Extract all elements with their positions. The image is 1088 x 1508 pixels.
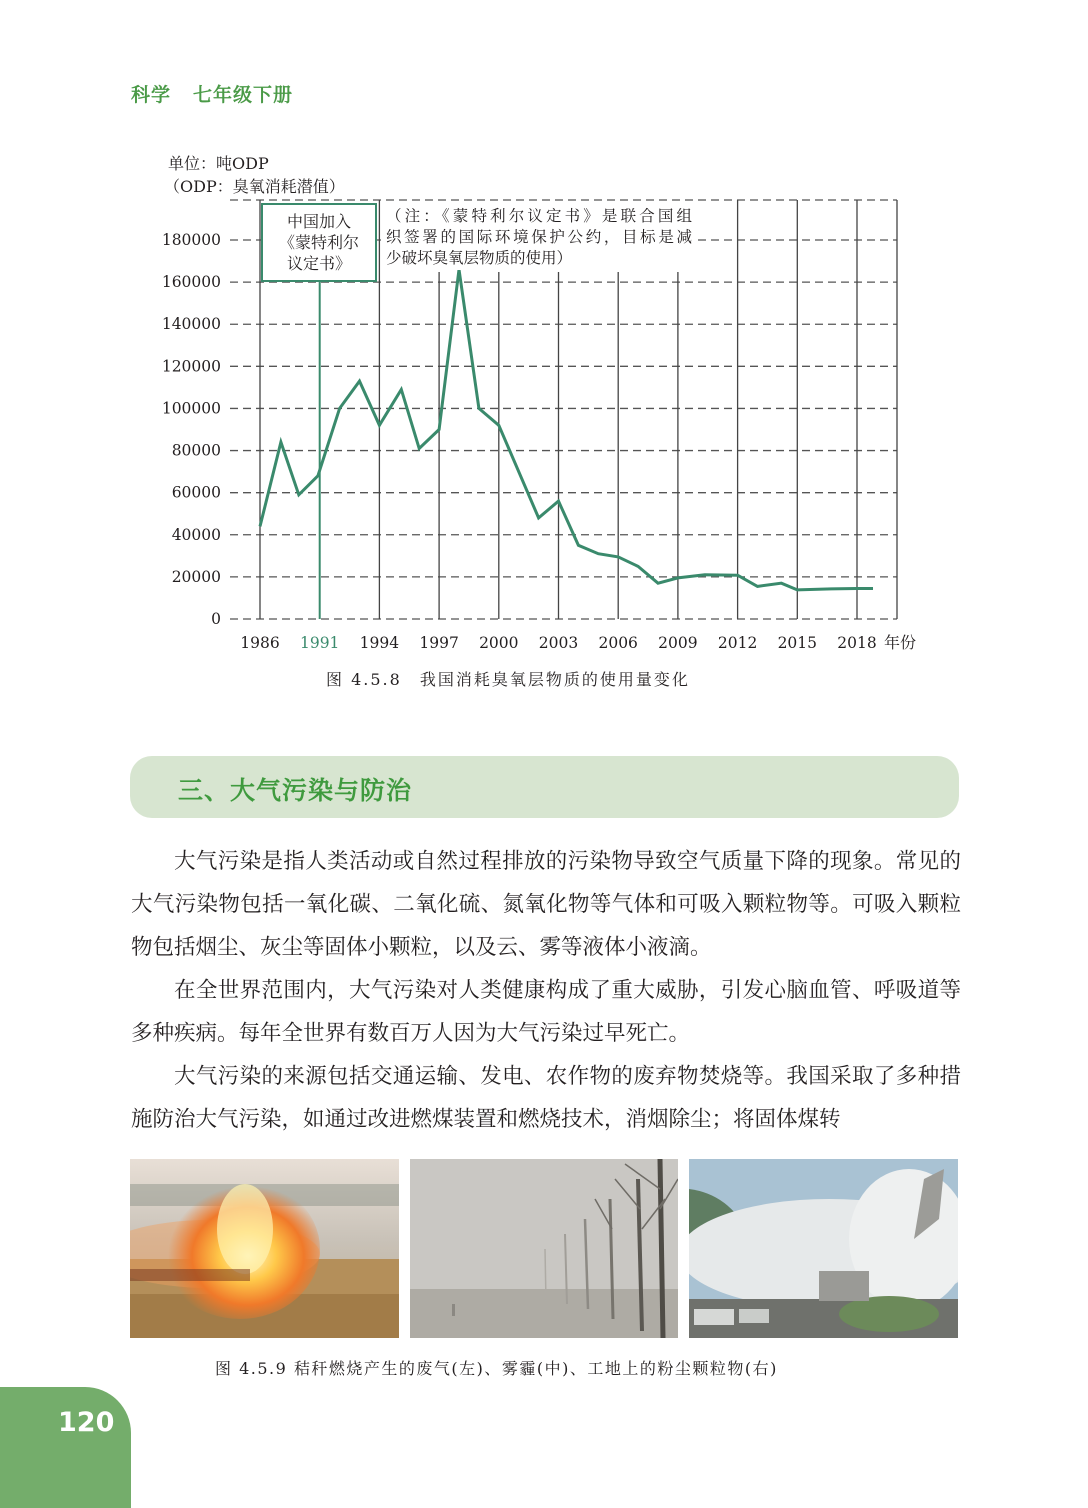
- x-tick-label: 2009: [658, 634, 698, 652]
- paragraph: 在全世界范围内，大气污染对人类健康构成了重大威胁，引发心脑血管、呼吸道等多种疾病。每年全世界有数百万人因为大气污染过早死亡。: [131, 978, 961, 1046]
- x-tick-label: 1997: [419, 634, 459, 652]
- x-tick-label: 2012: [717, 634, 758, 652]
- section-header: [130, 756, 959, 818]
- y-tick-label: 20000: [171, 567, 221, 586]
- straw-burning-photo: [130, 1159, 399, 1338]
- figure-caption-4-5-9: 图 4.5.9 秸秆燃烧产生的废气(左)、雾霾(中)、工地上的粉尘颗粒物(右): [215, 1359, 778, 1378]
- x-tick-label: 2006: [598, 634, 638, 652]
- smog-photo: [410, 1159, 678, 1338]
- x-tick-label: 2003: [538, 634, 579, 652]
- x-tick-label: 1991: [299, 634, 340, 652]
- y-tick-label: 140000: [161, 315, 221, 334]
- body-text: [131, 840, 961, 1141]
- construction-dust-photo: [689, 1159, 958, 1338]
- y-tick-label: 100000: [161, 399, 221, 418]
- chart-unit-label: 单位：吨ODP: [168, 154, 269, 173]
- y-tick-label: 0: [211, 610, 221, 628]
- y-tick-label: 80000: [171, 441, 221, 460]
- ods-usage-line-chart: [0, 0, 1088, 700]
- x-tick-label: 2018: [837, 634, 877, 652]
- paragraph: 大气污染是指人类活动或自然过程排放的污染物导致空气质量下降的现象。常见的大气污染物包括一氧化碳、二氧化硫、氮氧化物等气体和可吸入颗粒物等。可吸入颗粒物包括烟尘、灰尘等固体小颗粒，以及云、雾等液体小液滴。: [131, 849, 961, 960]
- page-number-tab: [0, 1387, 131, 1508]
- book-label: 七年级下册: [193, 84, 294, 106]
- x-tick-label: 2000: [479, 634, 519, 652]
- y-tick-label: 40000: [171, 525, 221, 544]
- chart-unit-note: （ODP：臭氧消耗潜值）: [164, 177, 345, 196]
- x-axis-label: 年份: [884, 633, 917, 652]
- page-number: 120: [58, 1407, 115, 1438]
- figure-title: 我国消耗臭氧层物质的使用量变化: [419, 670, 690, 689]
- figure-number: 图 4.5.8: [326, 670, 402, 689]
- section-title: 三、大气污染与防治: [178, 776, 413, 805]
- x-tick-label: 2015: [777, 634, 818, 652]
- y-tick-label: 120000: [161, 357, 221, 376]
- x-tick-label: 1994: [359, 634, 400, 652]
- note-line: 少破坏臭氧层物质的使用）: [386, 249, 573, 267]
- series-line: [260, 270, 873, 590]
- y-tick-label: 60000: [171, 483, 221, 502]
- paragraph: 大气污染的来源包括交通运输、发电、农作物的废弃物焚烧等。我国采取了多种措施防治大气污染，如通过改进燃煤装置和燃烧技术，消烟除尘；将固体煤转: [131, 1064, 961, 1132]
- subject-label: 科学: [131, 84, 172, 106]
- event-box-line: 《蒙特利尔: [278, 233, 360, 252]
- x-tick-label: 1986: [240, 634, 280, 652]
- y-tick-label: 160000: [161, 273, 221, 292]
- note-line: （注：《蒙特利尔议定书》是联合国组: [386, 207, 692, 225]
- event-box-line: 议定书》: [286, 254, 352, 273]
- y-tick-label: 180000: [161, 231, 221, 249]
- note-line: 织签署的国际环境保护公约，目标是减: [386, 228, 692, 246]
- event-box-line: 中国加入: [286, 212, 352, 231]
- figure-caption-4-5-8: [326, 667, 690, 690]
